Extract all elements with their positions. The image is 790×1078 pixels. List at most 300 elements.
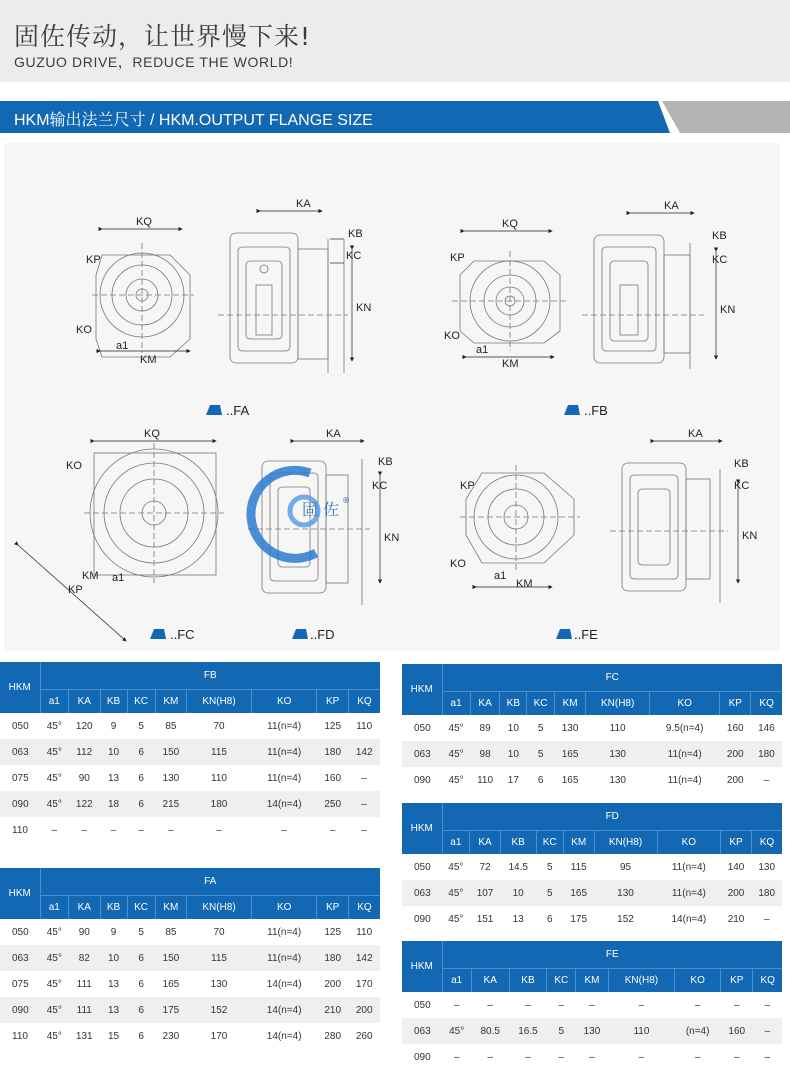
table-row <box>0 791 380 817</box>
fe-side-view <box>610 463 728 603</box>
value-cell: 130 <box>576 1018 608 1044</box>
value-cell: 107 <box>470 880 501 906</box>
table-row <box>402 854 782 880</box>
value-cell: – <box>589 1051 595 1063</box>
value-cell: 90 <box>78 772 90 784</box>
fd-caption: ..FD <box>310 627 335 642</box>
model-cell: 050 <box>414 861 431 873</box>
column-header: KP <box>317 689 348 713</box>
fd-caption-marker <box>292 629 308 639</box>
fb-kb-label: KB <box>712 230 727 242</box>
value-cell: 110 <box>477 774 494 786</box>
value-cell: 9.5(n=4) <box>665 722 704 734</box>
column-header: KP <box>721 830 752 854</box>
column-header: KQ <box>348 689 380 713</box>
fa-kc-label: KC <box>346 250 362 262</box>
model-cell: 090 <box>414 1051 431 1063</box>
table-row <box>0 713 380 739</box>
value-cell: 120 <box>75 720 93 732</box>
value-cell: – <box>733 999 740 1011</box>
value-cell: 230 <box>162 1030 180 1042</box>
value-cell: 98 <box>470 741 500 767</box>
value-cell: 16.5 <box>509 1018 547 1044</box>
brand-slogan-en: GUZUO DRIVE，REDUCE THE WORLD! <box>14 54 294 70</box>
column-header: KA <box>69 689 100 713</box>
value-cell: 200 <box>720 741 751 767</box>
value-cell: – <box>216 824 222 836</box>
model-cell: 110 <box>12 824 28 836</box>
column-header: KB <box>100 895 127 919</box>
value-cell: 6 <box>138 772 144 784</box>
value-cell: – <box>348 791 380 817</box>
value-cell: 45° <box>442 880 470 906</box>
value-cell: 151 <box>476 913 494 925</box>
value-cell: 110 <box>211 772 227 784</box>
model-cell: 063 <box>402 1018 442 1044</box>
value-cell: 170 <box>210 1030 228 1042</box>
value-cell: 125 <box>324 720 342 732</box>
value-cell: 180 <box>317 945 348 971</box>
column-header: KO <box>251 689 317 713</box>
value-cell: 152 <box>617 913 634 925</box>
value-cell: – <box>329 824 336 836</box>
fb-a1-label: a1 <box>476 344 489 356</box>
fe-flange-view <box>460 465 580 571</box>
value-cell: – <box>51 824 58 836</box>
column-header: KC <box>127 895 155 919</box>
table-row <box>402 741 782 767</box>
column-header: KP <box>317 895 348 919</box>
value-cell: 250 <box>317 791 348 817</box>
column-header: KM <box>555 691 586 715</box>
value-cell: 150 <box>155 739 186 765</box>
value-cell: 45° <box>448 774 464 786</box>
column-header: a1 <box>40 895 69 919</box>
value-cell: 90 <box>78 926 90 938</box>
value-cell: 280 <box>324 1030 342 1042</box>
value-cell: 14(n=4) <box>671 913 707 925</box>
fd-group-title: FD <box>442 803 782 830</box>
logo-text: 固 佐 <box>302 500 340 519</box>
value-cell: – <box>558 999 565 1011</box>
value-cell: 200 <box>721 880 752 906</box>
value-cell: 6 <box>127 945 155 971</box>
column-header: KA <box>470 830 501 854</box>
column-header: KQ <box>751 830 782 854</box>
fa-km-label: KM <box>140 354 157 366</box>
value-cell: 6 <box>537 774 544 786</box>
value-cell: 10 <box>507 722 519 734</box>
fc-flange-view <box>84 443 224 583</box>
value-cell: 165 <box>555 741 586 767</box>
value-cell: 130 <box>561 722 579 734</box>
value-cell: 45° <box>40 739 69 765</box>
fa-caption: ..FA <box>226 403 250 418</box>
value-cell: 115 <box>187 945 252 971</box>
column-header: KO <box>251 895 317 919</box>
value-cell: 13 <box>107 978 120 990</box>
value-cell: 5 <box>527 741 555 767</box>
value-cell: – <box>525 999 531 1011</box>
value-cell: 14(n=4) <box>251 997 317 1023</box>
column-header: KN(H8) <box>187 689 252 713</box>
model-cell: 063 <box>0 739 40 765</box>
value-cell: 125 <box>324 926 342 938</box>
column-header: KQ <box>751 691 782 715</box>
table-row <box>402 906 782 932</box>
value-cell: 45° <box>442 741 470 767</box>
value-cell: 200 <box>348 997 380 1023</box>
value-cell: 112 <box>69 739 100 765</box>
value-cell: 45° <box>448 722 464 734</box>
fe-kn-label: KN <box>742 530 758 542</box>
value-cell: 175 <box>570 913 588 925</box>
fc-kp-label: KP <box>68 584 83 596</box>
value-cell: 9 <box>110 720 117 732</box>
fa-table <box>0 868 380 1049</box>
model-cell: 063 <box>0 945 40 971</box>
fe-km-label: KM <box>516 578 533 590</box>
value-cell: 152 <box>187 997 252 1023</box>
value-cell: 11(n=4) <box>251 945 317 971</box>
fc-km-label: KM <box>82 570 99 582</box>
column-header: KM <box>576 968 608 992</box>
fb-ko-label: KO <box>444 330 460 342</box>
flange-drawings <box>4 143 780 651</box>
value-cell: 89 <box>479 722 491 734</box>
value-cell: 175 <box>155 997 186 1023</box>
column-header: KB <box>500 691 527 715</box>
value-cell: 130 <box>586 741 650 767</box>
fa-side-view <box>218 233 348 373</box>
column-header: KB <box>500 830 536 854</box>
table-row <box>0 971 380 997</box>
value-cell: 260 <box>355 1030 373 1042</box>
column-header: KA <box>470 691 500 715</box>
model-cell: 050 <box>414 999 431 1011</box>
value-cell: 146 <box>758 722 775 734</box>
value-cell: – <box>168 824 174 836</box>
column-header: KA <box>471 968 509 992</box>
value-cell: 130 <box>162 772 180 784</box>
fb-kc-label: KC <box>712 254 728 266</box>
value-cell: 165 <box>162 978 180 990</box>
column-header: KO <box>675 968 721 992</box>
value-cell: 5 <box>546 861 553 873</box>
column-header: a1 <box>40 689 69 713</box>
value-cell: 45° <box>448 861 464 873</box>
value-cell: 45° <box>46 978 62 990</box>
value-cell: – <box>733 1051 740 1063</box>
fa-caption-marker <box>206 405 222 415</box>
table-row <box>0 945 380 971</box>
value-cell: 6 <box>546 913 553 925</box>
value-cell: 170 <box>355 978 373 990</box>
value-cell: 15 <box>107 1030 120 1042</box>
value-cell: 5 <box>536 880 563 906</box>
column-header: KB <box>509 968 547 992</box>
fb-ka-label: KA <box>664 200 679 212</box>
value-cell: 140 <box>727 861 745 873</box>
value-cell: 14.5 <box>508 861 528 873</box>
column-header: KN(H8) <box>187 895 252 919</box>
value-cell: 11(n=4) <box>267 720 302 732</box>
fe-kb-label: KB <box>734 458 749 470</box>
fd-ka-label: KA <box>326 428 341 440</box>
column-header: KB <box>100 689 127 713</box>
value-cell: 80.5 <box>471 1018 509 1044</box>
fe-group-title: FE <box>442 941 782 968</box>
value-cell: 210 <box>317 997 348 1023</box>
value-cell: 9 <box>110 926 117 938</box>
fa-a1-label: a1 <box>116 340 129 352</box>
value-cell: 72 <box>479 861 491 873</box>
fb-km-label: KM <box>502 358 519 370</box>
fa-hkm-header: HKM <box>0 868 40 919</box>
value-cell: 45° <box>46 720 62 732</box>
value-cell: 85 <box>165 926 177 938</box>
table-row <box>402 1044 782 1070</box>
value-cell: 10 <box>500 880 536 906</box>
section-title-grey-band <box>662 101 790 133</box>
value-cell: – <box>753 1018 782 1044</box>
value-cell: 6 <box>127 997 155 1023</box>
value-cell: – <box>589 999 595 1011</box>
fa-flange-view <box>92 243 194 357</box>
fb-caption-marker <box>564 405 580 415</box>
fa-group-title: FA <box>40 868 380 895</box>
value-cell: – <box>453 999 460 1011</box>
flange-drawing-svg <box>4 143 780 651</box>
value-cell: 110 <box>356 720 373 732</box>
fb-caption: ..FB <box>584 403 608 418</box>
value-cell: (n=4) <box>675 1018 721 1044</box>
value-cell: 10 <box>100 945 127 971</box>
fc-group-title: FC <box>442 664 782 691</box>
column-header: KM <box>563 830 594 854</box>
table-row <box>0 919 380 945</box>
fc-table <box>402 664 782 793</box>
table-row <box>402 767 782 793</box>
value-cell: 111 <box>69 997 100 1023</box>
value-cell: 131 <box>75 1030 93 1042</box>
value-cell: 6 <box>127 791 155 817</box>
value-cell: 150 <box>155 945 186 971</box>
value-cell: 165 <box>561 774 579 786</box>
fa-kb-label: KB <box>348 228 363 240</box>
model-cell: 050 <box>414 722 431 734</box>
value-cell: 14(n=4) <box>251 791 317 817</box>
value-cell: 130 <box>210 978 228 990</box>
value-cell: 82 <box>69 945 100 971</box>
column-header: KC <box>527 691 555 715</box>
value-cell: 11(n=4) <box>650 741 720 767</box>
fd-hkm-header: HKM <box>402 803 442 854</box>
value-cell: – <box>763 774 770 786</box>
column-header: KO <box>650 691 720 715</box>
value-cell: – <box>487 1051 493 1063</box>
fb-flange-view <box>452 251 566 351</box>
model-cell: 090 <box>414 774 431 786</box>
value-cell: 6 <box>138 978 144 990</box>
fe-kp-label: KP <box>460 480 475 492</box>
value-cell: – <box>763 913 770 925</box>
column-header: a1 <box>442 830 470 854</box>
fa-ka-label: KA <box>296 198 311 210</box>
value-cell: 11(n=4) <box>267 926 302 938</box>
table-row <box>0 765 380 791</box>
value-cell: – <box>487 999 493 1011</box>
model-cell: 075 <box>12 978 29 990</box>
value-cell: – <box>694 1051 701 1063</box>
value-cell: 14(n=4) <box>266 1030 302 1042</box>
value-cell: 142 <box>348 739 380 765</box>
value-cell: – <box>110 824 117 836</box>
value-cell: 160 <box>726 722 744 734</box>
model-cell: 075 <box>12 772 29 784</box>
value-cell: 200 <box>324 978 342 990</box>
model-cell: 110 <box>12 1030 28 1042</box>
fb-table <box>0 662 380 843</box>
fc-a1-label: a1 <box>112 572 125 584</box>
fd-kc-label: KC <box>372 480 388 492</box>
column-header: KM <box>155 689 186 713</box>
value-cell: 13 <box>512 913 524 925</box>
column-header: KN(H8) <box>608 968 675 992</box>
value-cell: 5 <box>138 926 144 938</box>
column-header: KN(H8) <box>594 830 657 854</box>
column-header: KO <box>657 830 721 854</box>
value-cell: 45° <box>448 913 464 925</box>
value-cell: 180 <box>317 739 348 765</box>
fc-kq-label: KQ <box>144 428 160 440</box>
fd-kn-label: KN <box>384 532 400 544</box>
value-cell: 110 <box>608 1018 675 1044</box>
value-cell: 95 <box>619 861 632 873</box>
fc-ko-label: KO <box>66 460 82 472</box>
value-cell: 70 <box>213 720 225 732</box>
fd-table <box>402 803 782 932</box>
fe-kc-label: KC <box>734 480 750 492</box>
brand-header <box>0 0 790 82</box>
section-title-bar <box>0 101 790 133</box>
value-cell: – <box>638 1051 645 1063</box>
value-cell: – <box>453 1051 460 1063</box>
value-cell: 10 <box>100 739 127 765</box>
table-row <box>0 1023 380 1049</box>
table-row <box>402 715 782 741</box>
value-cell: 130 <box>609 774 626 786</box>
fa-kn-label: KN <box>356 302 372 314</box>
value-cell: 130 <box>594 880 657 906</box>
value-cell: 45° <box>46 1030 62 1042</box>
value-cell: 11(n=4) <box>671 861 706 873</box>
value-cell: 110 <box>356 926 373 938</box>
value-cell: 6 <box>127 739 155 765</box>
column-header: a1 <box>442 968 471 992</box>
value-cell: – <box>138 824 144 836</box>
value-cell: – <box>694 999 701 1011</box>
value-cell: 180 <box>751 880 782 906</box>
value-cell: – <box>81 824 88 836</box>
fc-caption-marker <box>150 629 166 639</box>
brand-slogan-cn: 固佐传动，让世界慢下来! <box>14 22 312 51</box>
fa-kq-label: KQ <box>136 216 152 228</box>
guzuo-logo-watermark <box>251 470 350 558</box>
value-cell: 122 <box>69 791 100 817</box>
fc-caption: ..FC <box>170 627 195 642</box>
column-header: KP <box>721 968 753 992</box>
model-cell: 050 <box>12 720 29 732</box>
value-cell: 130 <box>758 861 776 873</box>
fd-kb-label: KB <box>378 456 393 468</box>
fe-caption: ..FE <box>574 627 598 642</box>
value-cell: 142 <box>348 945 380 971</box>
value-cell: 11(n=4) <box>657 880 721 906</box>
value-cell: 45° <box>442 1018 471 1044</box>
value-cell: 5 <box>547 1018 576 1044</box>
fa-ko-label: KO <box>76 324 92 336</box>
value-cell: 70 <box>213 926 225 938</box>
value-cell: – <box>558 1051 565 1063</box>
value-cell: 210 <box>727 913 745 925</box>
value-cell: 85 <box>165 720 177 732</box>
value-cell: 13 <box>107 772 120 784</box>
column-header: KC <box>547 968 576 992</box>
fb-group-title: FB <box>40 662 380 689</box>
value-cell: 45° <box>40 997 69 1023</box>
value-cell: – <box>764 1051 771 1063</box>
model-cell: 090 <box>414 913 431 925</box>
model-cell: 063 <box>402 741 442 767</box>
value-cell: 160 <box>324 772 342 784</box>
table-row <box>402 1018 782 1044</box>
value-cell: – <box>361 824 367 836</box>
value-cell: 200 <box>726 774 744 786</box>
table-row <box>0 997 380 1023</box>
value-cell: 11(n=4) <box>267 772 302 784</box>
value-cell: 45° <box>46 926 62 938</box>
table-row <box>402 880 782 906</box>
fb-kn-label: KN <box>720 304 736 316</box>
column-header: KQ <box>753 968 782 992</box>
value-cell: 11(n=4) <box>251 739 317 765</box>
value-cell: 18 <box>100 791 127 817</box>
value-cell: – <box>638 999 645 1011</box>
fe-ka-label: KA <box>688 428 703 440</box>
value-cell: 14(n=4) <box>266 978 302 990</box>
value-cell: 6 <box>138 1030 144 1042</box>
fe-table <box>402 941 782 1070</box>
column-header: KC <box>127 689 155 713</box>
fa-kp-label: KP <box>86 254 101 266</box>
model-cell: 063 <box>402 880 442 906</box>
value-cell: 10 <box>500 741 527 767</box>
value-cell: – <box>281 824 287 836</box>
value-cell: 180 <box>187 791 252 817</box>
value-cell: – <box>764 999 771 1011</box>
model-cell: 090 <box>0 997 40 1023</box>
fb-side-view <box>582 235 704 369</box>
fb-kp-label: KP <box>450 252 465 264</box>
section-title: HKM输出法兰尺寸 / HKM.OUTPUT FLANGE SIZE <box>14 112 373 129</box>
value-cell: 45° <box>40 791 69 817</box>
column-header: KC <box>536 830 563 854</box>
fe-hkm-header: HKM <box>402 941 442 992</box>
value-cell: 165 <box>563 880 594 906</box>
value-cell: 115 <box>570 861 587 873</box>
value-cell: 110 <box>609 722 626 734</box>
